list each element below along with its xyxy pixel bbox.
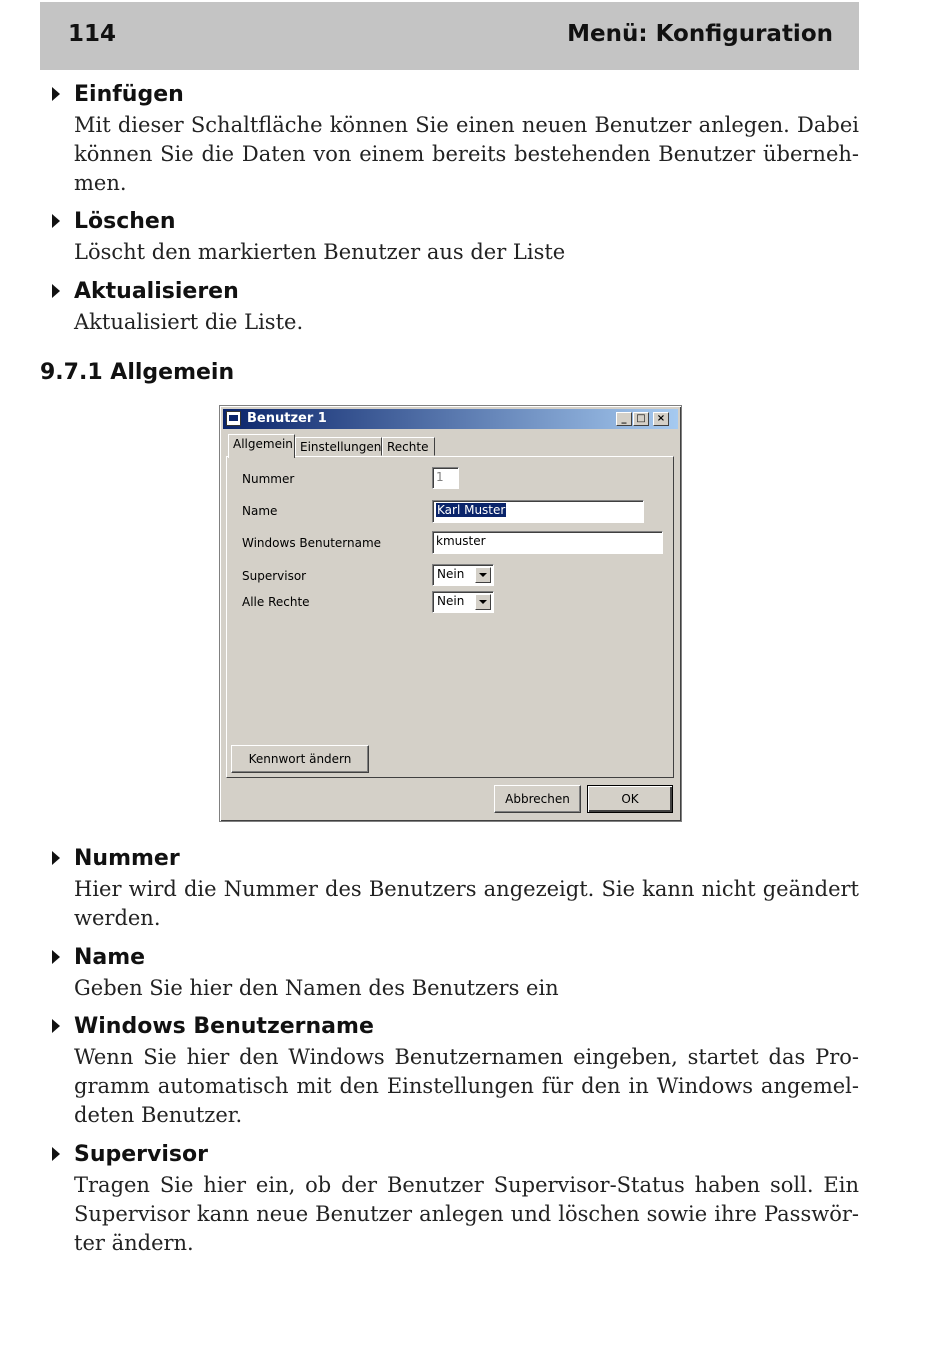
triangle-bullet-icon	[52, 214, 60, 228]
desc-line: Geben Sie hier den Namen des Benutzers ein	[74, 976, 559, 1000]
desc-line: können Sie die Daten von einem bereits bestehenden Benutzer überneh-	[74, 142, 859, 166]
name-label: Name	[242, 504, 278, 518]
supervisor-value: Nein	[437, 567, 465, 581]
alle-rechte-value: Nein	[437, 594, 465, 608]
item-term: Löschen	[74, 209, 176, 234]
triangle-bullet-icon	[52, 950, 60, 964]
chevron-down-icon[interactable]	[475, 594, 491, 610]
desc-line: werden.	[74, 906, 161, 930]
item-term: Nummer	[74, 846, 180, 871]
alle-rechte-select[interactable]	[432, 591, 494, 613]
dialog-title: Benutzer 1	[247, 411, 327, 426]
item-description	[74, 111, 859, 198]
supervisor-select[interactable]	[432, 564, 494, 586]
desc-line: Mit dieser Schaltfläche können Sie einen neuen Benutzer anlegen. Dabei	[74, 113, 859, 137]
app-icon	[226, 411, 241, 426]
item-description	[74, 238, 859, 267]
desc-line: gramm automatisch mit den Einstellungen für den in Windows angemel-	[74, 1074, 859, 1098]
desc-line: Hier wird die Nummer des Benutzers angezeigt. Sie kann nicht geändert	[74, 877, 859, 901]
item-description	[74, 1171, 859, 1258]
supervisor-label: Supervisor	[242, 569, 307, 583]
desc-line: Supervisor kann neue Benutzer anlegen und löschen sowie ihre Passwör-	[74, 1202, 859, 1226]
item-term: Einfügen	[74, 82, 184, 107]
minimize-button[interactable]: _	[616, 412, 632, 426]
triangle-bullet-icon	[52, 1019, 60, 1033]
desc-line: Wenn Sie hier den Windows Benutzernamen eingeben, startet das Pro-	[74, 1045, 859, 1069]
desc-line: Tragen Sie hier ein, ob der Benutzer Supervisor-Status haben soll. Ein	[74, 1173, 859, 1197]
desc-line: Löscht den markierten Benutzer aus der Liste	[74, 240, 566, 264]
user-dialog	[219, 405, 682, 822]
desc-line: deten Benutzer.	[74, 1103, 243, 1127]
item-term: Windows Benutzername	[74, 1014, 374, 1039]
desc-line: Aktualisiert die Liste.	[74, 310, 304, 334]
item-description	[74, 974, 859, 1003]
ok-button[interactable]: OK	[587, 785, 673, 813]
desc-line: ter ändern.	[74, 1231, 194, 1255]
triangle-bullet-icon	[52, 1147, 60, 1161]
nummer-label: Nummer	[242, 472, 295, 486]
name-value: Karl Muster	[437, 503, 506, 517]
page-number: 114	[68, 21, 117, 47]
tab-einstellungen[interactable]: Einstellungen	[295, 437, 382, 456]
item-description	[74, 875, 859, 933]
windows-username-field[interactable]: kmuster	[432, 531, 663, 554]
tab-allgemein[interactable]: Allgemein	[228, 434, 295, 458]
item-description	[74, 308, 859, 337]
cancel-button[interactable]: Abbrechen	[494, 785, 581, 813]
triangle-bullet-icon	[52, 87, 60, 101]
name-field[interactable]	[432, 500, 644, 523]
page-header	[40, 2, 859, 70]
windows-username-label: Windows Benutername	[242, 536, 382, 550]
maximize-button[interactable]: □	[633, 412, 649, 426]
close-button[interactable]: ×	[653, 412, 669, 426]
triangle-bullet-icon	[52, 284, 60, 298]
item-term: Aktualisieren	[74, 279, 239, 304]
nummer-field: 1	[432, 467, 459, 489]
triangle-bullet-icon	[52, 851, 60, 865]
desc-line: men.	[74, 171, 127, 195]
tab-rechte[interactable]: Rechte	[382, 437, 435, 456]
item-term: Supervisor	[74, 1142, 208, 1167]
alle-rechte-label: Alle Rechte	[242, 595, 310, 609]
section-title: 9.7.1 Allgemein	[40, 360, 235, 385]
dialog-titlebar[interactable]	[223, 409, 678, 429]
item-description	[74, 1043, 859, 1130]
item-term: Name	[74, 945, 146, 970]
chapter-title: Menü: Konfiguration	[567, 21, 833, 47]
change-password-button[interactable]: Kennwort ändern	[231, 745, 369, 773]
chevron-down-icon[interactable]	[475, 567, 491, 583]
tab-panel	[226, 456, 674, 778]
